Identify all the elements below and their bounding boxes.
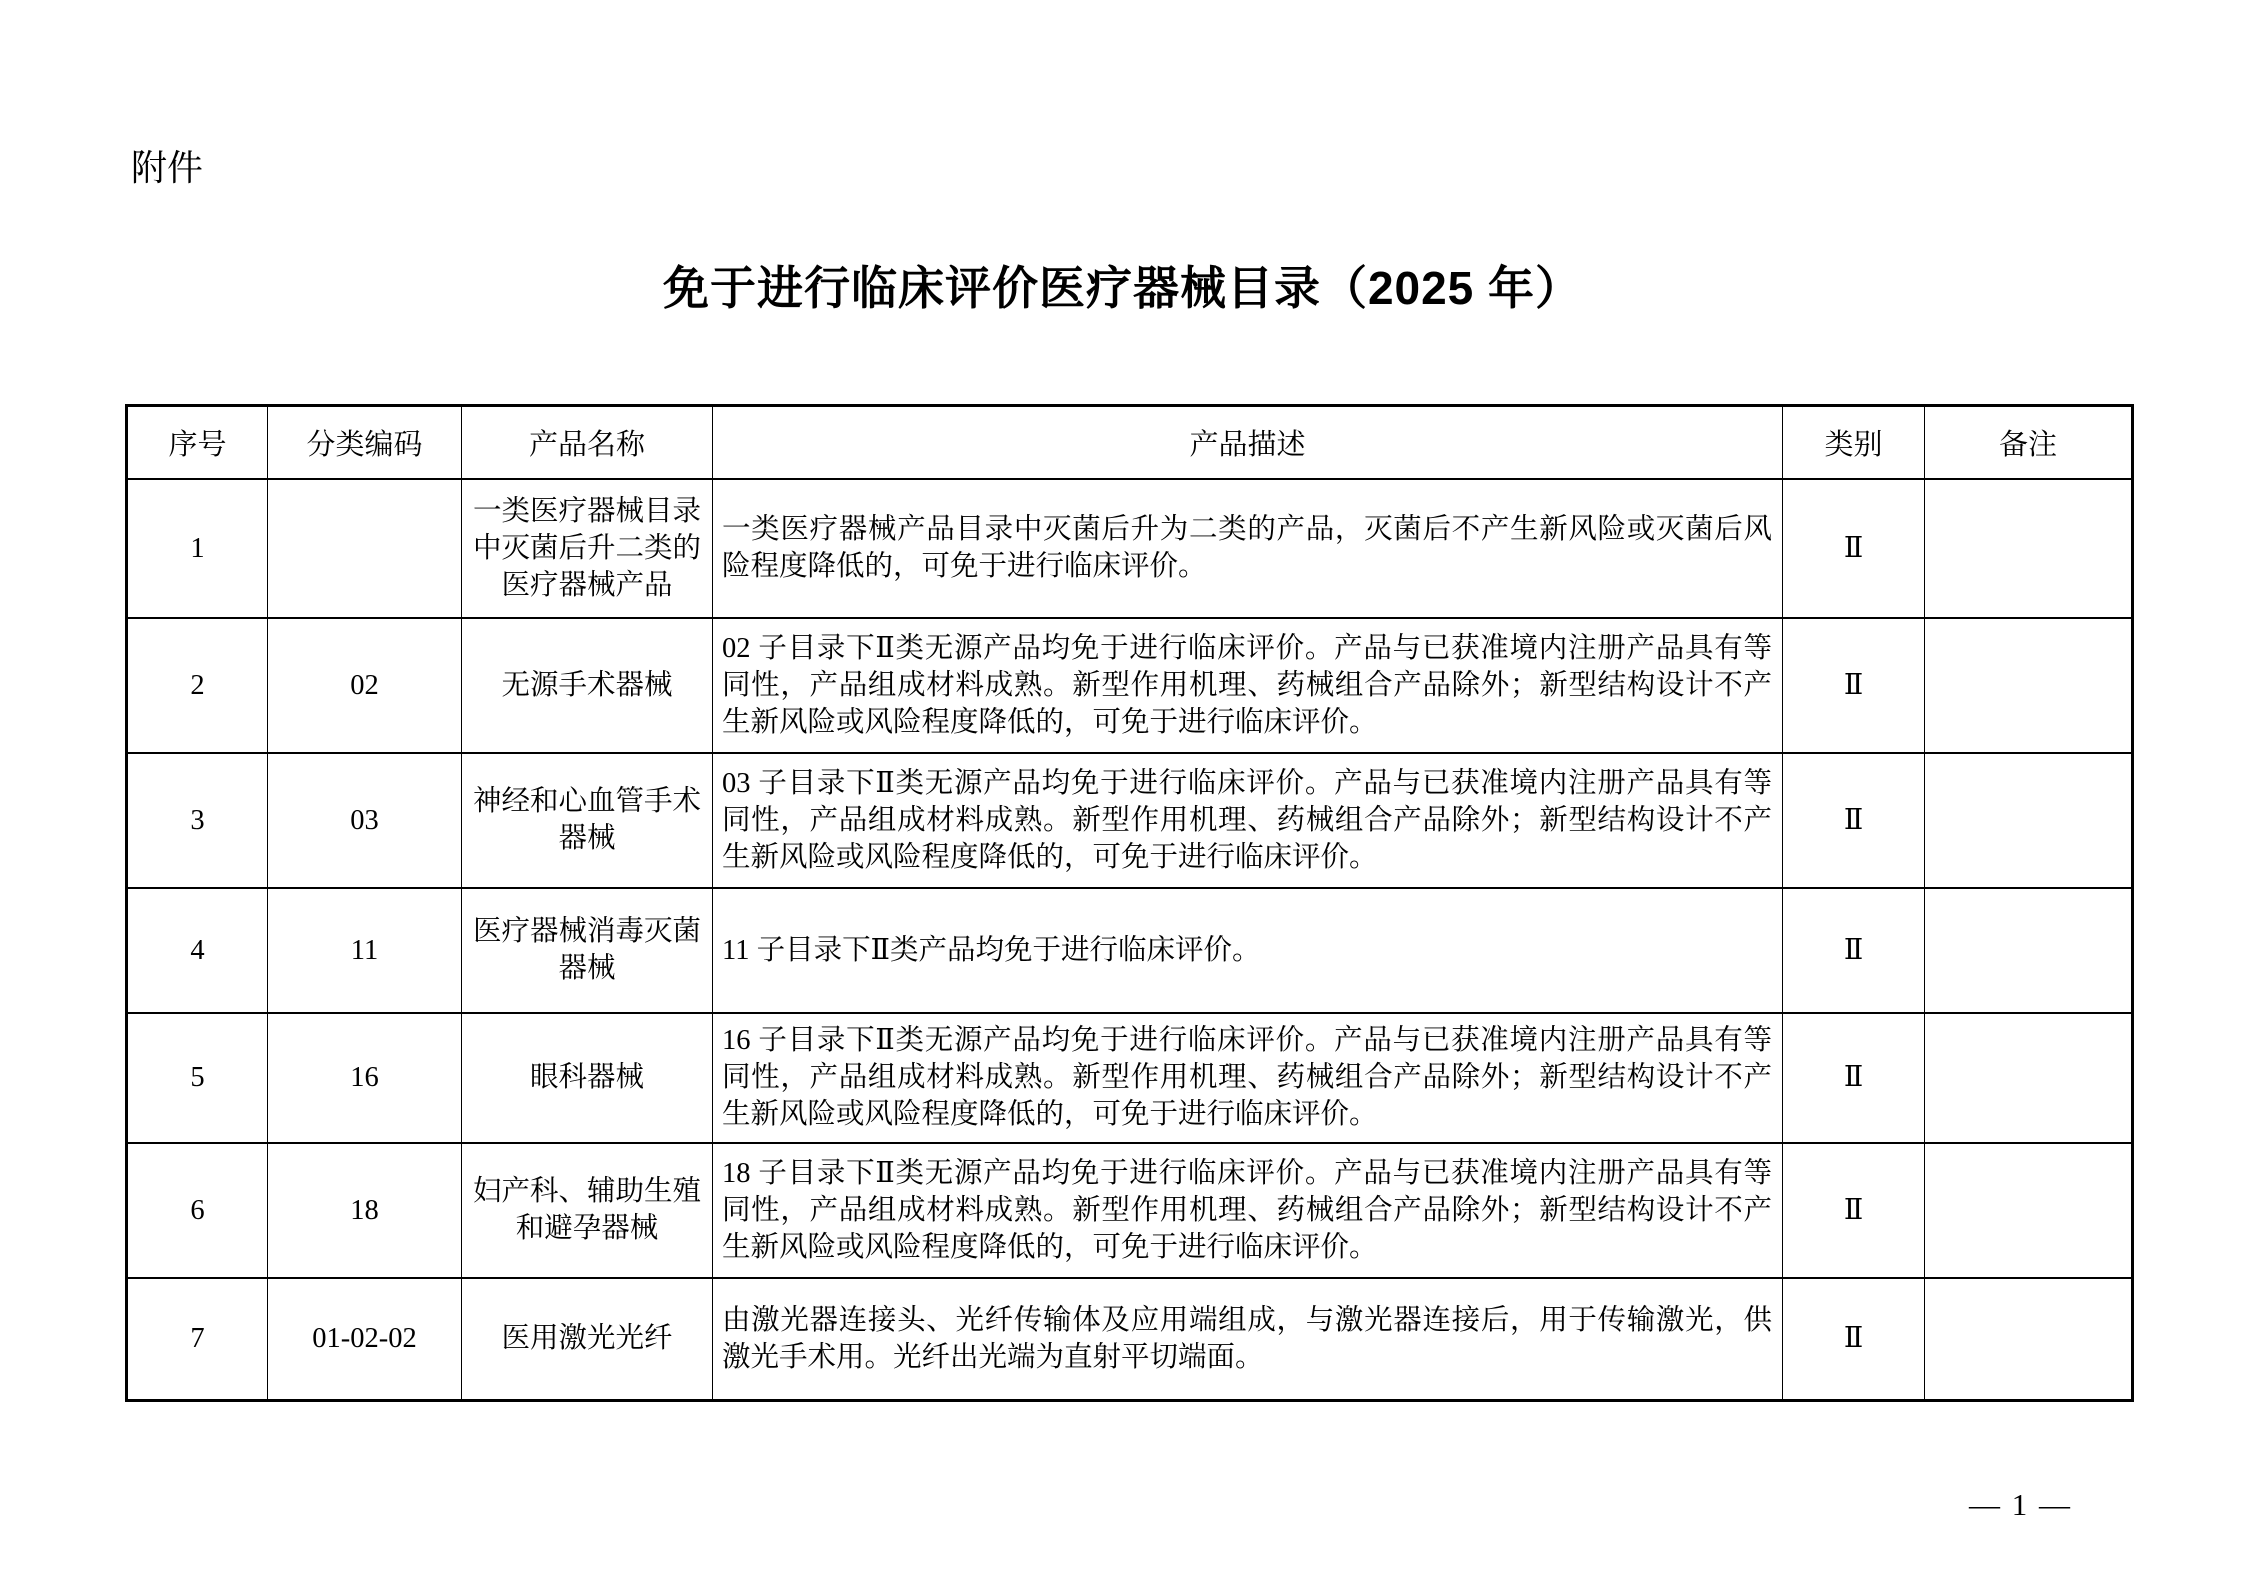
cell-note (1925, 479, 2133, 618)
cell-seq: 3 (127, 753, 268, 888)
cell-category: Ⅱ (1783, 1013, 1925, 1143)
cell-seq: 7 (127, 1278, 268, 1401)
cell-category: Ⅱ (1783, 479, 1925, 618)
header-category: 类别 (1783, 406, 1925, 479)
table-row (127, 1143, 2133, 1278)
device-catalog-table (125, 404, 2134, 1402)
cell-seq: 4 (127, 888, 268, 1013)
header-seq: 序号 (127, 406, 268, 479)
header-code: 分类编码 (268, 406, 462, 479)
cell-code: 18 (268, 1143, 462, 1278)
cell-desc: 18 子目录下Ⅱ类无源产品均免于进行临床评价。产品与已获准境内注册产品具有等同性，产品组成材料成熟。新型作用机理、药械组合产品除外；新型结构设计不产生新风险或风险程度降低的，可免于进行临床评价。 (713, 1143, 1783, 1278)
cell-desc: 一类医疗器械产品目录中灭菌后升为二类的产品，灭菌后不产生新风险或灭菌后风险程度降低的，可免于进行临床评价。 (713, 479, 1783, 618)
cell-note (1925, 888, 2133, 1013)
header-desc: 产品描述 (713, 406, 1783, 479)
cell-name: 妇产科、辅助生殖和避孕器械 (462, 1143, 713, 1278)
table-row (127, 1013, 2133, 1143)
table-row (127, 753, 2133, 888)
cell-desc: 由激光器连接头、光纤传输体及应用端组成，与激光器连接后，用于传输激光，供激光手术用。光纤出光端为直射平切端面。 (713, 1278, 1783, 1401)
cell-note (1925, 1143, 2133, 1278)
cell-note (1925, 1013, 2133, 1143)
cell-note (1925, 618, 2133, 753)
cell-seq: 6 (127, 1143, 268, 1278)
cell-category: Ⅱ (1783, 618, 1925, 753)
table-row (127, 479, 2133, 618)
cell-name: 医用激光光纤 (462, 1278, 713, 1401)
cell-note (1925, 753, 2133, 888)
cell-desc: 16 子目录下Ⅱ类无源产品均免于进行临床评价。产品与已获准境内注册产品具有等同性，产品组成材料成熟。新型作用机理、药械组合产品除外；新型结构设计不产生新风险或风险程度降低的，可免于进行临床评价。 (713, 1013, 1783, 1143)
cell-note (1925, 1278, 2133, 1401)
cell-name: 神经和心血管手术器械 (462, 753, 713, 888)
cell-code: 03 (268, 753, 462, 888)
cell-seq: 2 (127, 618, 268, 753)
page-number: — 1 — (1969, 1487, 2072, 1522)
cell-code (268, 479, 462, 618)
cell-desc: 11 子目录下Ⅱ类产品均免于进行临床评价。 (713, 888, 1783, 1013)
cell-name: 眼科器械 (462, 1013, 713, 1143)
header-note: 备注 (1925, 406, 2133, 479)
cell-name: 一类医疗器械目录中灭菌后升二类的医疗器械产品 (462, 479, 713, 618)
attachment-label: 附件 (131, 147, 204, 188)
cell-seq: 5 (127, 1013, 268, 1143)
cell-name: 无源手术器械 (462, 618, 713, 753)
cell-code: 01-02-02 (268, 1278, 462, 1401)
cell-desc: 02 子目录下Ⅱ类无源产品均免于进行临床评价。产品与已获准境内注册产品具有等同性，产品组成材料成熟。新型作用机理、药械组合产品除外；新型结构设计不产生新风险或风险程度降低的，可免于进行临床评价。 (713, 618, 1783, 753)
cell-category: Ⅱ (1783, 888, 1925, 1013)
table-row (127, 1278, 2133, 1401)
cell-seq: 1 (127, 479, 268, 618)
cell-category: Ⅱ (1783, 1278, 1925, 1401)
table-row (127, 618, 2133, 753)
cell-category: Ⅱ (1783, 753, 1925, 888)
table-row (127, 888, 2133, 1013)
cell-desc: 03 子目录下Ⅱ类无源产品均免于进行临床评价。产品与已获准境内注册产品具有等同性，产品组成材料成熟。新型作用机理、药械组合产品除外；新型结构设计不产生新风险或风险程度降低的，可免于进行临床评价。 (713, 753, 1783, 888)
page-title: 免于进行临床评价医疗器械目录（2025 年） (662, 262, 1583, 314)
cell-code: 02 (268, 618, 462, 753)
header-name: 产品名称 (462, 406, 713, 479)
cell-name: 医疗器械消毒灭菌器械 (462, 888, 713, 1013)
cell-code: 16 (268, 1013, 462, 1143)
cell-code: 11 (268, 888, 462, 1013)
table-header-row (127, 406, 2133, 479)
cell-category: Ⅱ (1783, 1143, 1925, 1278)
